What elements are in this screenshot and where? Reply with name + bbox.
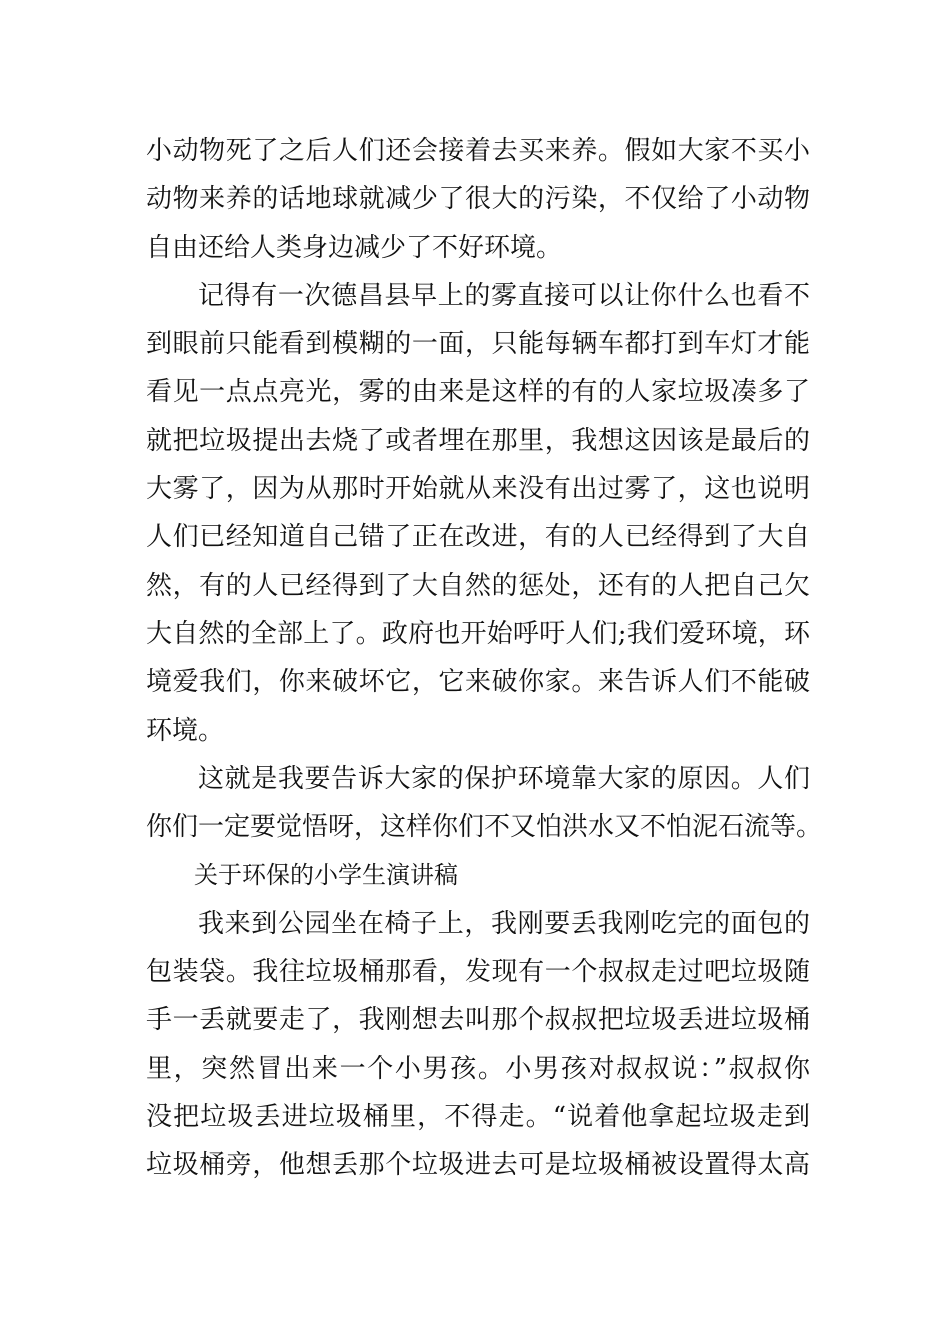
text-line: 然，有的人已经得到了大自然的惩处，还有的人把自己欠 bbox=[146, 570, 810, 601]
text-line: 小动物死了之后人们还会接着去买来养。假如大家不买小 bbox=[146, 136, 810, 166]
text-line: 人们已经知道自己错了正在改进，有的人已经得到了大自 bbox=[146, 522, 810, 553]
heading-text: 关于环保的小学生演讲稿 bbox=[194, 861, 458, 890]
text-line: 我来到公园坐在椅子上，我刚要丢我刚吃完的面包的 bbox=[198, 908, 810, 939]
paragraph bbox=[146, 272, 810, 755]
paragraph bbox=[146, 755, 823, 852]
text-line: 环境。 bbox=[146, 715, 225, 746]
document-body bbox=[146, 127, 823, 1190]
text-line: 自由还给人类身边减少了不好环境。 bbox=[146, 232, 563, 263]
section-heading bbox=[146, 851, 810, 899]
text-line: 境爱我们，你来破坏它，它来破你家。来告诉人们不能破 bbox=[146, 667, 810, 698]
text-line: 大自然的全部上了。政府也开始呼吁人们;我们爱环境，环 bbox=[146, 618, 810, 649]
paragraph bbox=[146, 900, 810, 1190]
text-line: 记得有一次德昌县早上的雾直接可以让你什么也看不 bbox=[198, 280, 810, 311]
paragraph bbox=[146, 127, 810, 272]
text-line: 包装袋。我往垃圾桶那看，发现有一个叔叔走过吧垃圾随 bbox=[146, 957, 810, 988]
text-line: 就把垃圾提出去烧了或者埋在那里，我想这因该是最后的 bbox=[146, 425, 810, 456]
text-line: 里，突然冒出来一个小男孩。小男孩对叔叔说：”叔叔你 bbox=[146, 1053, 810, 1084]
text-line: 没把垃圾丢进垃圾桶里，不得走。“说着他拿起垃圾走到 bbox=[146, 1101, 810, 1132]
text-line: 垃圾桶旁，他想丢那个垃圾进去可是垃圾桶被设置得太高 bbox=[146, 1150, 810, 1181]
text-line: 到眼前只能看到模糊的一面，只能每辆车都打到车灯才能 bbox=[146, 329, 810, 360]
text-line: 你们一定要觉悟呀，这样你们不又怕洪水又不怕泥石流等。 bbox=[146, 812, 823, 843]
text-line: 动物来养的话地球就减少了很大的污染，不仅给了小动物 bbox=[146, 184, 810, 215]
text-line: 这就是我要告诉大家的保护环境靠大家的原因。人们 bbox=[198, 763, 810, 794]
text-line: 大雾了，因为从那时开始就从来没有出过雾了，这也说明 bbox=[146, 474, 810, 505]
text-line: 手一丢就要走了，我刚想去叫那个叔叔把垃圾丢进垃圾桶 bbox=[146, 1005, 810, 1036]
text-line: 看见一点点亮光，雾的由来是这样的有的人家垃圾凑多了 bbox=[146, 377, 810, 408]
